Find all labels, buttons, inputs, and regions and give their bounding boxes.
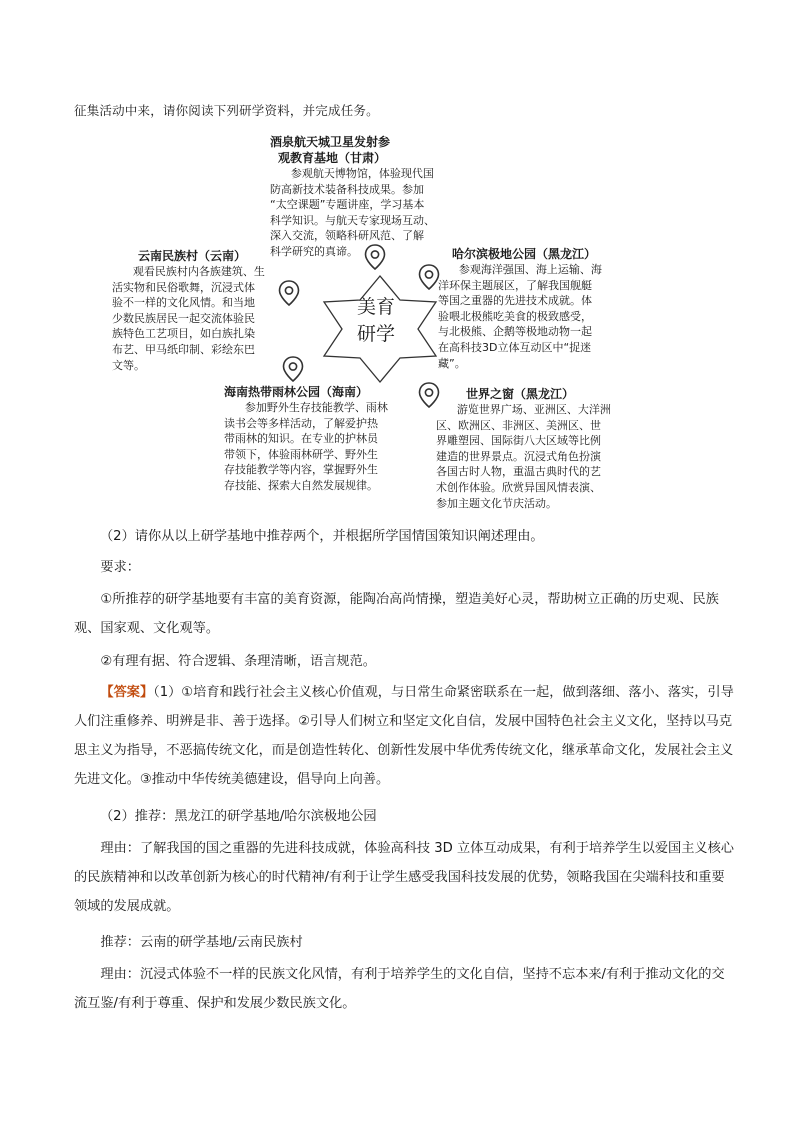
- site-title: 酒泉航天城卫星发射参: [270, 135, 391, 149]
- research-diagram: [108, 128, 668, 508]
- site-window-of-world: 世界之窗（黑龙江） 游览世界广场、亚洲区、大洋洲 区、欧洲区、非洲区、美洲区、世 界雕塑园、国际街八大区域等比例 建造的世界景点。沉浸式角色扮演 各国古时人物，重温古典时代的艺 术创作体验。欣赏异国风情表演、 参加主题文化节庆活动。: [436, 386, 648, 511]
- site-title: 世界之窗（黑龙江）: [466, 387, 575, 401]
- answer-recommend-2: 推荐：云南的研学基地/云南民族村: [100, 935, 303, 950]
- site-jiuquan: 酒泉航天城卫星发射参 观教育基地（甘肃） 参观航天博物馆，体验现代国 防高新技术装备科技成果。参加 “太空课题”专题讲座，学习基本 科学知识。与航天专家现场互动、 深入交流，领略科研风范、了解 科学研究的真谛。: [270, 134, 470, 260]
- site-title: 哈尔滨极地公园（黑龙江）: [452, 247, 597, 261]
- site-title: 海南热带雨林公园（海南）: [224, 385, 369, 399]
- site-yunnan: 云南民族村（云南） 观看民族村内各族建筑、生 活实物和民俗歌舞，沉浸式体 验不一样的文化风情。和当地 少数民族居民一起交流体验民 族特色工艺项目，如白族扎染 布艺、甲马纸印制、彩绘东巴 文等。: [112, 248, 282, 373]
- map-pin-icon: [418, 382, 440, 408]
- requirements-label: 要求：: [100, 560, 140, 575]
- requirement-2: ②有理有据、符合逻辑、条理清晰，语言规范。: [100, 654, 376, 669]
- answer-label: 【答案】: [100, 685, 154, 700]
- intro-text: 征集活动中来，请你阅读下列研学资料，并完成任务。: [74, 103, 379, 118]
- center-label: 美育 研学: [356, 296, 395, 345]
- answer-reason-1: 理由：了解我国的国之重器的先进科技成就，体验高科技 3D 立体互动成果，有利于培养学生以爱国主义核心的民族精神和以改革创新为核心的时代精神/有利于让学生感受我国科技发展的优势，领略我国在尖端科技和重要领域的发展成就。: [74, 841, 734, 914]
- map-pin-icon: [364, 244, 386, 270]
- site-harbin: 哈尔滨极地公园（黑龙江） 参观海洋强国、海上运输、海 洋环保主题展区，了解我国舰艇 等国之重器的先进技术成就。体 验喂北极熊吃美食的极致感受， 与北极熊、企鹅等极地动物一起 在高科技3D立体互动区中“捉迷 藏”。: [438, 246, 638, 371]
- site-title: 云南民族村（云南）: [138, 249, 247, 263]
- site-hainan: 海南热带雨林公园（海南） 参加野外生存技能教学、雨林 读书会等多样活动，了解爱护热 带雨林的知识。在专业的护林员 带领下，体验雨林研学、野外生 存技能教学等内容，掌握野外生 存技能、探索大自然发展规律。: [224, 384, 424, 494]
- question-2: （2）请你从以上研学基地中推荐两个，并根据所学国情国策知识阐述理由。: [100, 529, 544, 544]
- answer-part-1: 【答案】（1）①培育和践行社会主义核心价值观，与日常生命紧密联系在一起，做到落细、落小、落实，引导人们注重修养、明辨是非、善于选择。②引导人们树立和坚定文化自信，发展中国特色社会主义文化，坚持以马克思主义为指导，不恶搞传统文化，而是创造性转化、创新性发展中华优秀传统文化，继承革命文化，发展社会主义先进文化。③推动中华传统美德建设，倡导向上向善。: [74, 685, 734, 787]
- answer-reason-2: 理由：沉浸式体验不一样的民族文化风情，有利于培养学生的文化自信，坚持不忘本来/有利于推动文化的交流互鉴/有利于尊重、保护和发展少数民族文化。: [74, 967, 725, 1011]
- requirement-1: ①所推荐的研学基地要有丰富的美育资源，能陶冶高尚情操，塑造美好心灵，帮助树立正确的历史观、民族观、国家观、文化观等。: [74, 592, 719, 636]
- answer-recommend-1: （2）推荐：黑龙江的研学基地/哈尔滨极地公园: [100, 809, 377, 824]
- map-pin-icon: [418, 264, 440, 290]
- site-title: 观教育基地（甘肃）: [278, 151, 387, 165]
- map-pin-icon: [278, 280, 300, 306]
- map-pin-icon: [282, 356, 304, 382]
